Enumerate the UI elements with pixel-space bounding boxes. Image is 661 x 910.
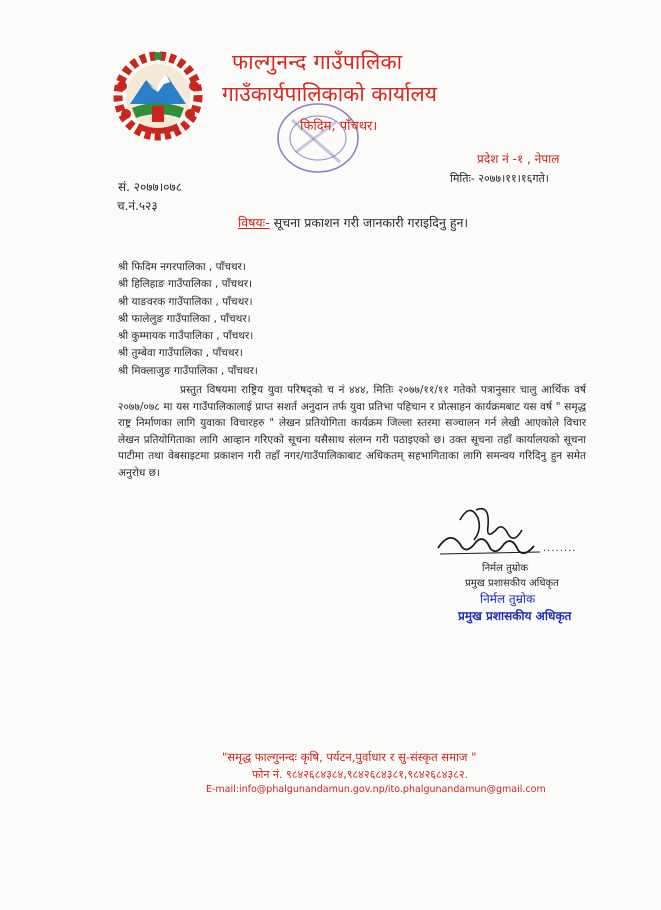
footer-email: E-mail:info@phalgunandamun.gov.np/ito.phalgunandamun@gmail.com — [206, 784, 546, 795]
subject-text: सूचना प्रकाशन गरी जानकारी गराइदिनु हुन। — [269, 215, 469, 230]
recipient-list — [118, 259, 258, 380]
stamp-name: निर्मल तुम्रोक — [480, 592, 536, 606]
nepal-emblem-logo — [108, 46, 208, 146]
office-seal-stamp — [270, 100, 360, 178]
province-label: प्रदेश नं -१ , नेपाल — [477, 152, 560, 166]
signatory-title: प्रमुख प्रशासकीय अधिकृत — [465, 578, 559, 589]
letterhead-office: गाउँकार्यपालिकाको कार्यालय — [222, 82, 437, 106]
stamp-title: प्रमुख प्रशासकीय अधिकृत — [458, 609, 572, 623]
recipient-item: श्री याङवरक गाउँपालिका , पाँचथर। — [118, 295, 253, 308]
footer-motto: "समृद्ध फाल्गुनन्दः कृषि, पर्यटन,पुर्वाधार र सु-संस्कृत समाज " — [222, 750, 477, 764]
recipient-item: श्री हिलिहाङ गाउँपालिका , पाँचथर। — [118, 278, 252, 291]
letterhead-municipality: फाल्गुनन्द गाउँपालिका — [232, 50, 403, 74]
letterhead-address: फिदिम, पाँचथर। — [300, 119, 378, 134]
recipient-item: श्री फालेलुङ गाउँपालिका , पाँचथर। — [118, 312, 251, 325]
signatory-name: निर्मल तुम्रोक — [482, 563, 529, 574]
letter-body: प्रस्तुत विषयमा राष्ट्रिय युवा परिषद्को च नं ४४४, मितिः २०७७/११/११ गतेको पत्रानुसार चालु आर्थिक वर्ष २०७७/०७८ मा यस गाउँपालिकालाई प्राप्त सशर्त अनुदान तर्फ युवा प्रतिभा पहिचान र प्रोत्साहन कार्यक्रमबाट यस वर्ष " समृद्ध राष्ट्र निर्माणका लागि युवाका विचारहरु " लेखन प्रतियोगिता कार्यक्रम जिल्ला स्तरमा सञ्चालन गर्न लेखी आएकोले विचार लेखन प्रतियोगिताका लागि आव्हान गरिएको सूचना यसैसाथ संलग्न गरी पठाइएको छ। उक्त सूचना तहाँ कार्यालयको सूचना पाटीमा तथा वेबसाइटमा प्रकाशन गरी तहाँ नगर/गाउँपालिकाबाट अधिकतम् सहभागिताका लागि समन्वय गरिदिनु हुन समेत अनुरोध छ। — [118, 384, 586, 479]
letter-date: मितिः- २०७७।११।१६गते। — [450, 172, 549, 185]
recipient-item: श्री तुम्बेवा गाउँपालिका , पाँचथर। — [118, 347, 243, 360]
handwritten-signature — [430, 500, 545, 562]
recipient-item: श्री मिक्लाजुङ गाउँपालिका , पाँचथर। — [118, 364, 258, 377]
subject-label: विषयः- — [238, 215, 270, 230]
fiscal-year-ref: सं. २०७७।०७८ — [118, 180, 182, 194]
recipient-item: श्री कुम्मायक गाउँपालिका , पाँचथर। — [118, 330, 254, 343]
footer-phone: फोन नं. ९८४२६८४३८४,९८४२६८४३८१,९८४२६८४३८२. — [252, 768, 469, 781]
signature-dots: ........ — [543, 543, 577, 554]
recipient-item: श्री फिदिम नगरपालिका , पाँचथर। — [118, 261, 246, 273]
dispatch-number: च.नं.५२३ — [117, 199, 158, 213]
subject-line — [238, 214, 468, 231]
